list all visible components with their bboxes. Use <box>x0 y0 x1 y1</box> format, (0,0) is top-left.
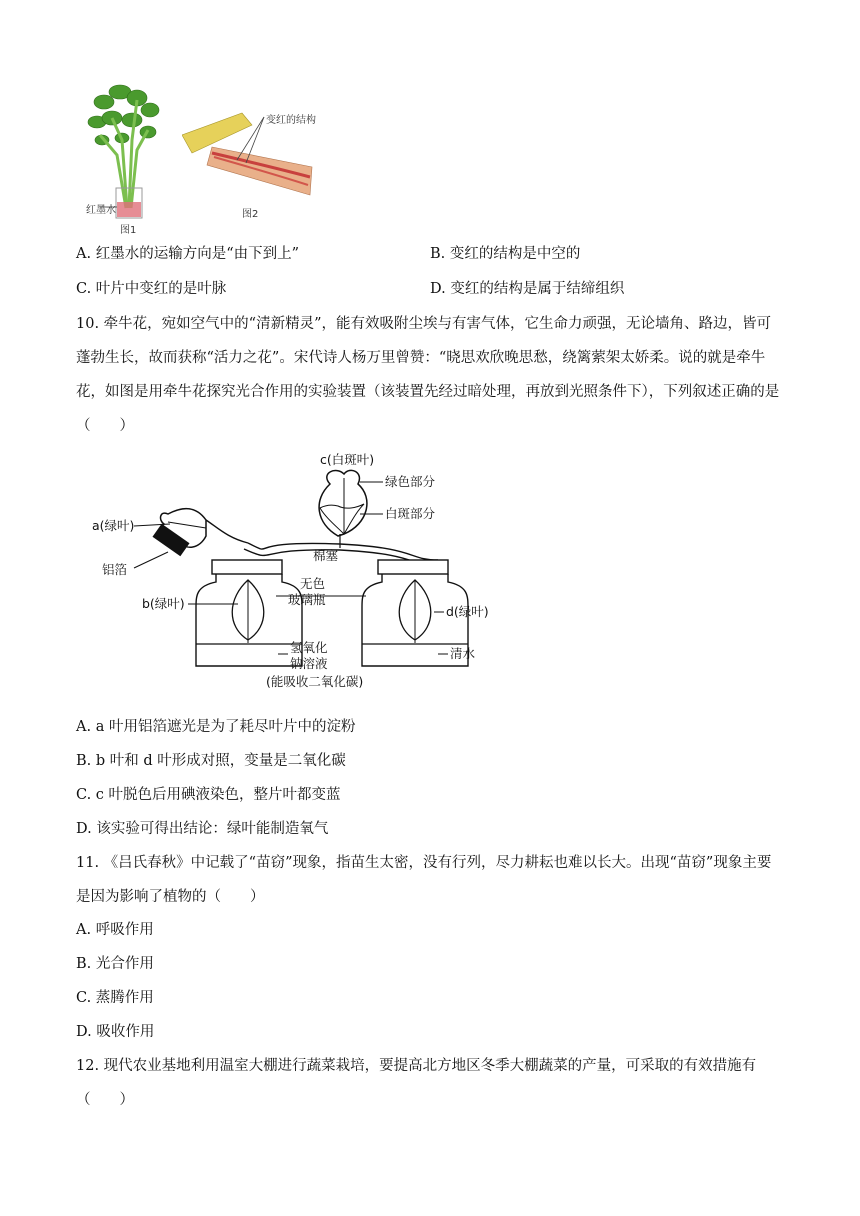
q11-option-d: D. 吸收作用 <box>76 1024 155 1040</box>
q10-option-c: C. c 叶脱色后用碘液染色，整片叶都变蓝 <box>76 787 341 803</box>
figure-2-stem-section <box>182 105 322 220</box>
red-ink-label: 红墨水 <box>86 205 116 216</box>
label-a-leaf: a(绿叶) <box>92 518 135 533</box>
label-naoh-1: 氢氧化 <box>290 640 328 655</box>
label-white-part: 白斑部分 <box>385 506 436 521</box>
q10-option-b: B. b 叶和 d 叶形成对照，变量是二氧化碳 <box>76 753 346 769</box>
label-b-leaf: b(绿叶) <box>142 596 185 611</box>
label-colorless-2: 玻璃瓶 <box>288 592 326 607</box>
label-d-leaf: d(绿叶) <box>446 604 489 619</box>
q9-option-a: A. 红墨水的运输方向是“由下到上” <box>76 246 300 262</box>
figure-1-celery <box>82 80 172 236</box>
label-cotton-plug: 棉塞 <box>313 548 339 563</box>
q12-stem: 12. 现代农业基地利用温室大棚进行蔬菜栽培，要提高北方地区冬季大棚蔬菜的产量，可采取的有效措施有（ ） <box>76 1058 757 1108</box>
label-colorless-1: 无色 <box>300 576 326 591</box>
q11-option-a: A. 呼吸作用 <box>76 922 154 938</box>
label-water: 清水 <box>450 646 476 661</box>
label-c-leaf: c(白斑叶) <box>320 452 375 467</box>
label-naoh-3: (能吸收二氧化碳) <box>266 674 364 689</box>
q10-stem: 10. 牵牛花，宛如空气中的“清新精灵”，能有效吸附尘埃与有害气体，它生命力顽强，无论墙角、路边，皆可蓬勃生长，故而获称“活力之花”。宋代诗人杨万里曾赞：“晓思欢欣晚思愁，绕篱萦架太娇柔。说的就是牵牛花，如图是用牵牛花探究光合作用的实验装置（该装置先经过暗处理，再放到光照条件下），下列叙述正确的是（ ） <box>76 316 780 434</box>
q9-option-c: C. 叶片中变红的是叶脉 <box>76 281 227 297</box>
q11-option-b: B. 光合作用 <box>76 956 154 972</box>
label-green-part: 绿色部分 <box>385 474 436 489</box>
q9-option-b: B. 变红的结构是中空的 <box>430 246 581 262</box>
figure-1-label: 图1 <box>120 225 137 236</box>
label-foil: 铝箔 <box>102 562 128 577</box>
figure-2-label: 图2 <box>242 209 259 220</box>
photosynthesis-apparatus-diagram <box>88 448 508 698</box>
red-structure-callout: 变红的结构 <box>266 115 316 126</box>
q9-option-d: D. 变红的结构是属于结缔组织 <box>430 281 625 297</box>
q11-stem: 11. 《吕氏春秋》中记载了“苗窃”现象，指苗生太密，没有行列，尽力耕耘也难以长大。出现“苗窃”现象主要是因为影响了植物的（ ） <box>76 855 772 905</box>
q11-option-c: C. 蒸腾作用 <box>76 990 154 1006</box>
label-naoh-2: 钠溶液 <box>290 656 328 671</box>
q10-option-d: D. 该实验可得出结论：绿叶能制造氧气 <box>76 821 329 837</box>
apparatus-svg <box>88 448 508 698</box>
q10-option-a: A. a 叶用铝箔遮光是为了耗尽叶片中的淀粉 <box>76 719 356 735</box>
